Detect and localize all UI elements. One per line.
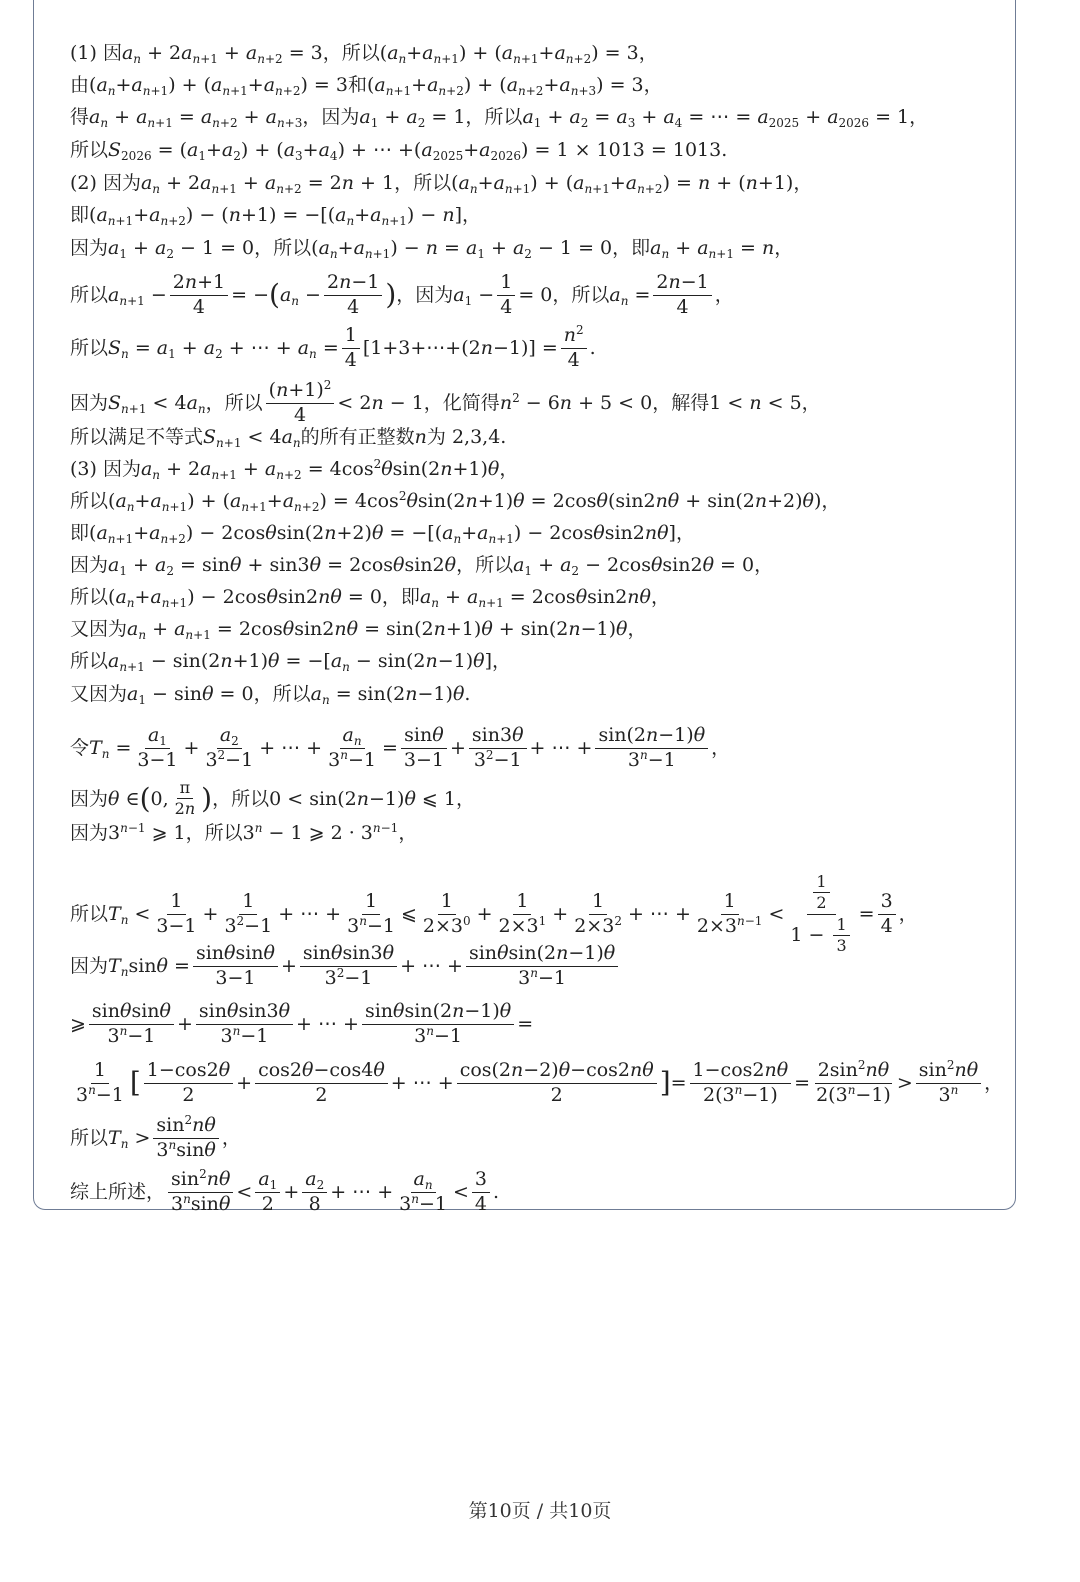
- solution-line-6: 即 $(a_{n+1}+a_{n+2}) - (n+1) = -[(a_n+a_{n+1}) - n]$，: [70, 204, 481, 228]
- solution-line-13: 所以 $(a_n+a_{n+1}) + (a_{n+1}+a_{n+2}) = 4\cos^2\theta\sin(2n+1)\theta = 2\cos\theta(\sin 2n\theta + \sin(2n+2)\theta)$，: [70, 489, 841, 514]
- solution-line-20: 令 $T_n$ = $\frac{a_1}{3-1}$ + $\frac{a_2}{3^2-1}$ + ⋯ + $\frac{a_n}{3^n-1}$ = $\frac{\sin\theta}{3-1}$ + $\frac{\sin 3\theta}{3^2-1}$ + ⋯ + $\frac{\sin(2n-1)\theta}{3^n-1}$ ，: [70, 724, 731, 771]
- solution-line-3: 得 $a_n + a_{n+1} = a_{n+2} + a_{n+3}$ ，因为 $a_1 + a_2 = 1$ ，所以 $a_1 + a_2 = a_3 + a_4$ = ⋯ = $a_{2025} + a_{2026} = 1$，: [70, 106, 929, 130]
- solution-line-11: 所以满足不等式 $S_{n+1} < 4a_n$ 的所有正整数 n 为 2,3,4.: [70, 426, 507, 450]
- solution-line-15: 因为 $a_1 + a_2 = \sin\theta + \sin 3\theta = 2\cos\theta\sin 2\theta$ ，所以 $a_1 + a_2 - 2\cos\theta\sin 2\theta = 0$，: [70, 554, 774, 578]
- solution-line-2: 由 $(a_n+a_{n+1}) + (a_{n+1}+a_{n+2}) = 3$ 和 $(a_{n+1}+a_{n+2}) + (a_{n+2}+a_{n+3}) = 3$，: [70, 74, 663, 98]
- solution-line-12: (3) 因为 $a_n + 2a_{n+1} + a_{n+2} = 4\cos^2\theta\sin(2n+1)\theta$，: [70, 457, 519, 482]
- solution-line-27: 所以 $T_n$ > $\frac{\sin^2n\theta}{3^n\sin\theta}$ ，: [70, 1113, 241, 1161]
- solution-line-7: 因为 $a_1 + a_2 - 1 = 0$ ，所以 $(a_n+a_{n+1}) - n = a_1 + a_2 - 1 = 0$ ，即 $a_n + a_{n+1} = n$，: [70, 237, 794, 261]
- solution-line-9: 所以 $S_n = a_1 + a_2$ + ⋯ + $a_n$ = $\frac{1}{4}$ [1+3+⋯+(2n−1)] = $\frac{n^2}{4}$ .: [70, 323, 596, 371]
- solution-line-1: (1) 因 $a_n + 2a_{n+1} + a_{n+2} = 3$ ，所以 $(a_n+a_{n+1}) + (a_{n+1}+a_{n+2}) = 3$，: [70, 42, 658, 66]
- page-footer: 第10页 / 共10页: [468, 1500, 612, 1522]
- solution-line-8: 所以 $a_{n+1}$ − $\frac{2n+1}{4}$ = − ( $a_n$ − $\frac{2n-1}{4}$ ) ，因为 $a_1$ − $\frac{1}{4}$ = 0 ，所以 $a_n$ = $\frac{2n-1}{4}$ ，: [70, 271, 734, 318]
- solution-line-18: 所以 $a_{n+1} - \sin(2n+1)\theta = -[a_n - \sin(2n-1)\theta]$，: [70, 650, 512, 674]
- solution-line-21: 因为 θ ∈ ( 0, $\frac{\pi}{2n}$ ) ，所以 0 < sin(2n−1)θ ⩽ 1，: [70, 778, 475, 819]
- solution-line-23: 所以 $T_n$ < $\frac{1}{3-1}$ + $\frac{1}{3^2-1}$ + ⋯ + $\frac{1}{3^n-1}$ ⩽ $\frac{1}{2\times 3^0}$ + $\frac{1}{2\times 3^1}$ + $\frac{1}{2\times 3^2}$ + ⋯ + $\frac{1}{2\times 3^{n-1}}$ < $\frac{1}{2}$ 1 − $\frac{1}{3}$ = $\frac{3}{4}$ ，: [70, 872, 918, 956]
- solution-line-28: 综上所述， $\frac{\sin^2n\theta}{3^n\sin\theta}$ < $\frac{a_1}{2}$ + $\frac{a_2}{8}$ + ⋯ + $\frac{a_n}{3^n-1}$ < $\frac{3}{4}$ .: [70, 1167, 500, 1215]
- solution-line-25: ⩾ $\frac{\sin\theta\sin\theta}{3^n-1}$ + $\frac{\sin\theta\sin 3\theta}{3^n-1}$ + ⋯ + $\frac{\sin\theta\sin(2n-1)\theta}{3^n-1}$ =: [70, 1000, 534, 1047]
- solution-line-22: 因为 $3^{n-1}$ ⩾ 1 ，所以 $3^n - 1$ ⩾ $2 \cdot 3^{n-1}$，: [70, 821, 418, 844]
- solution-line-17: 又因为 $a_n + a_{n+1} = 2\cos\theta\sin 2n\theta = \sin(2n+1)\theta + \sin(2n-1)\theta$，: [70, 618, 647, 642]
- solution-line-4: 所以 $S_{2026} = (a_1+a_2) + (a_3+a_4)$ + ⋯ $+(a_{2025}+a_{2026}) = 1 \times 1013 = 1013$.: [70, 139, 728, 163]
- solution-line-19: 又因为 $a_1 - \sin\theta = 0$ ，所以 $a_n = \sin(2n-1)\theta$.: [70, 683, 471, 707]
- solution-line-10: 因为 $S_{n+1} < 4a_n$ ，所以 $\frac{(n+1)^2}{4}$ < 2n − 1 ，化简得 $n^2 - 6n + 5 < 0$ ，解得 1 < n < 5，: [70, 378, 821, 426]
- solution-line-16: 所以 $(a_n+a_{n+1}) - 2\cos\theta\sin 2n\theta = 0$ ，即 $a_n + a_{n+1} = 2\cos\theta\sin 2n\theta$，: [70, 586, 670, 610]
- solution-line-5: (2) 因为 $a_n + 2a_{n+1} + a_{n+2} = 2n + 1$ ，所以 $(a_n+a_{n+1}) + (a_{n+1}+a_{n+2}) = n + (n+1)$，: [70, 172, 813, 196]
- solution-line-24: 因为 $T_n\sin\theta$ = $\frac{\sin\theta\sin\theta}{3-1}$ + $\frac{\sin\theta\sin 3\theta}{3^2-1}$ + ⋯ + $\frac{\sin\theta\sin(2n-1)\theta}{3^n-1}$: [70, 943, 621, 990]
- solution-line-26: $\frac{1}{3^n-1}$ [ $\frac{1-\cos 2\theta}{2}$ + $\frac{\cos 2\theta-\cos 4\theta}{2}$ + ⋯ + $\frac{\cos(2n-2)\theta-\cos 2n\theta}{2}$ ] = $\frac{1-\cos 2n\theta}{2(3^n-1)}$ = $\frac{2\sin^2n\theta}{2(3^n-1)}$ > $\frac{\sin^2n\theta}{3^n}$ ，: [76, 1058, 1004, 1106]
- solution-line-14: 即 $(a_{n+1}+a_{n+2}) - 2\cos\theta\sin(2n+2)\theta = -[(a_n+a_{n+1}) - 2\cos\theta\sin 2n\theta]$，: [70, 522, 695, 546]
